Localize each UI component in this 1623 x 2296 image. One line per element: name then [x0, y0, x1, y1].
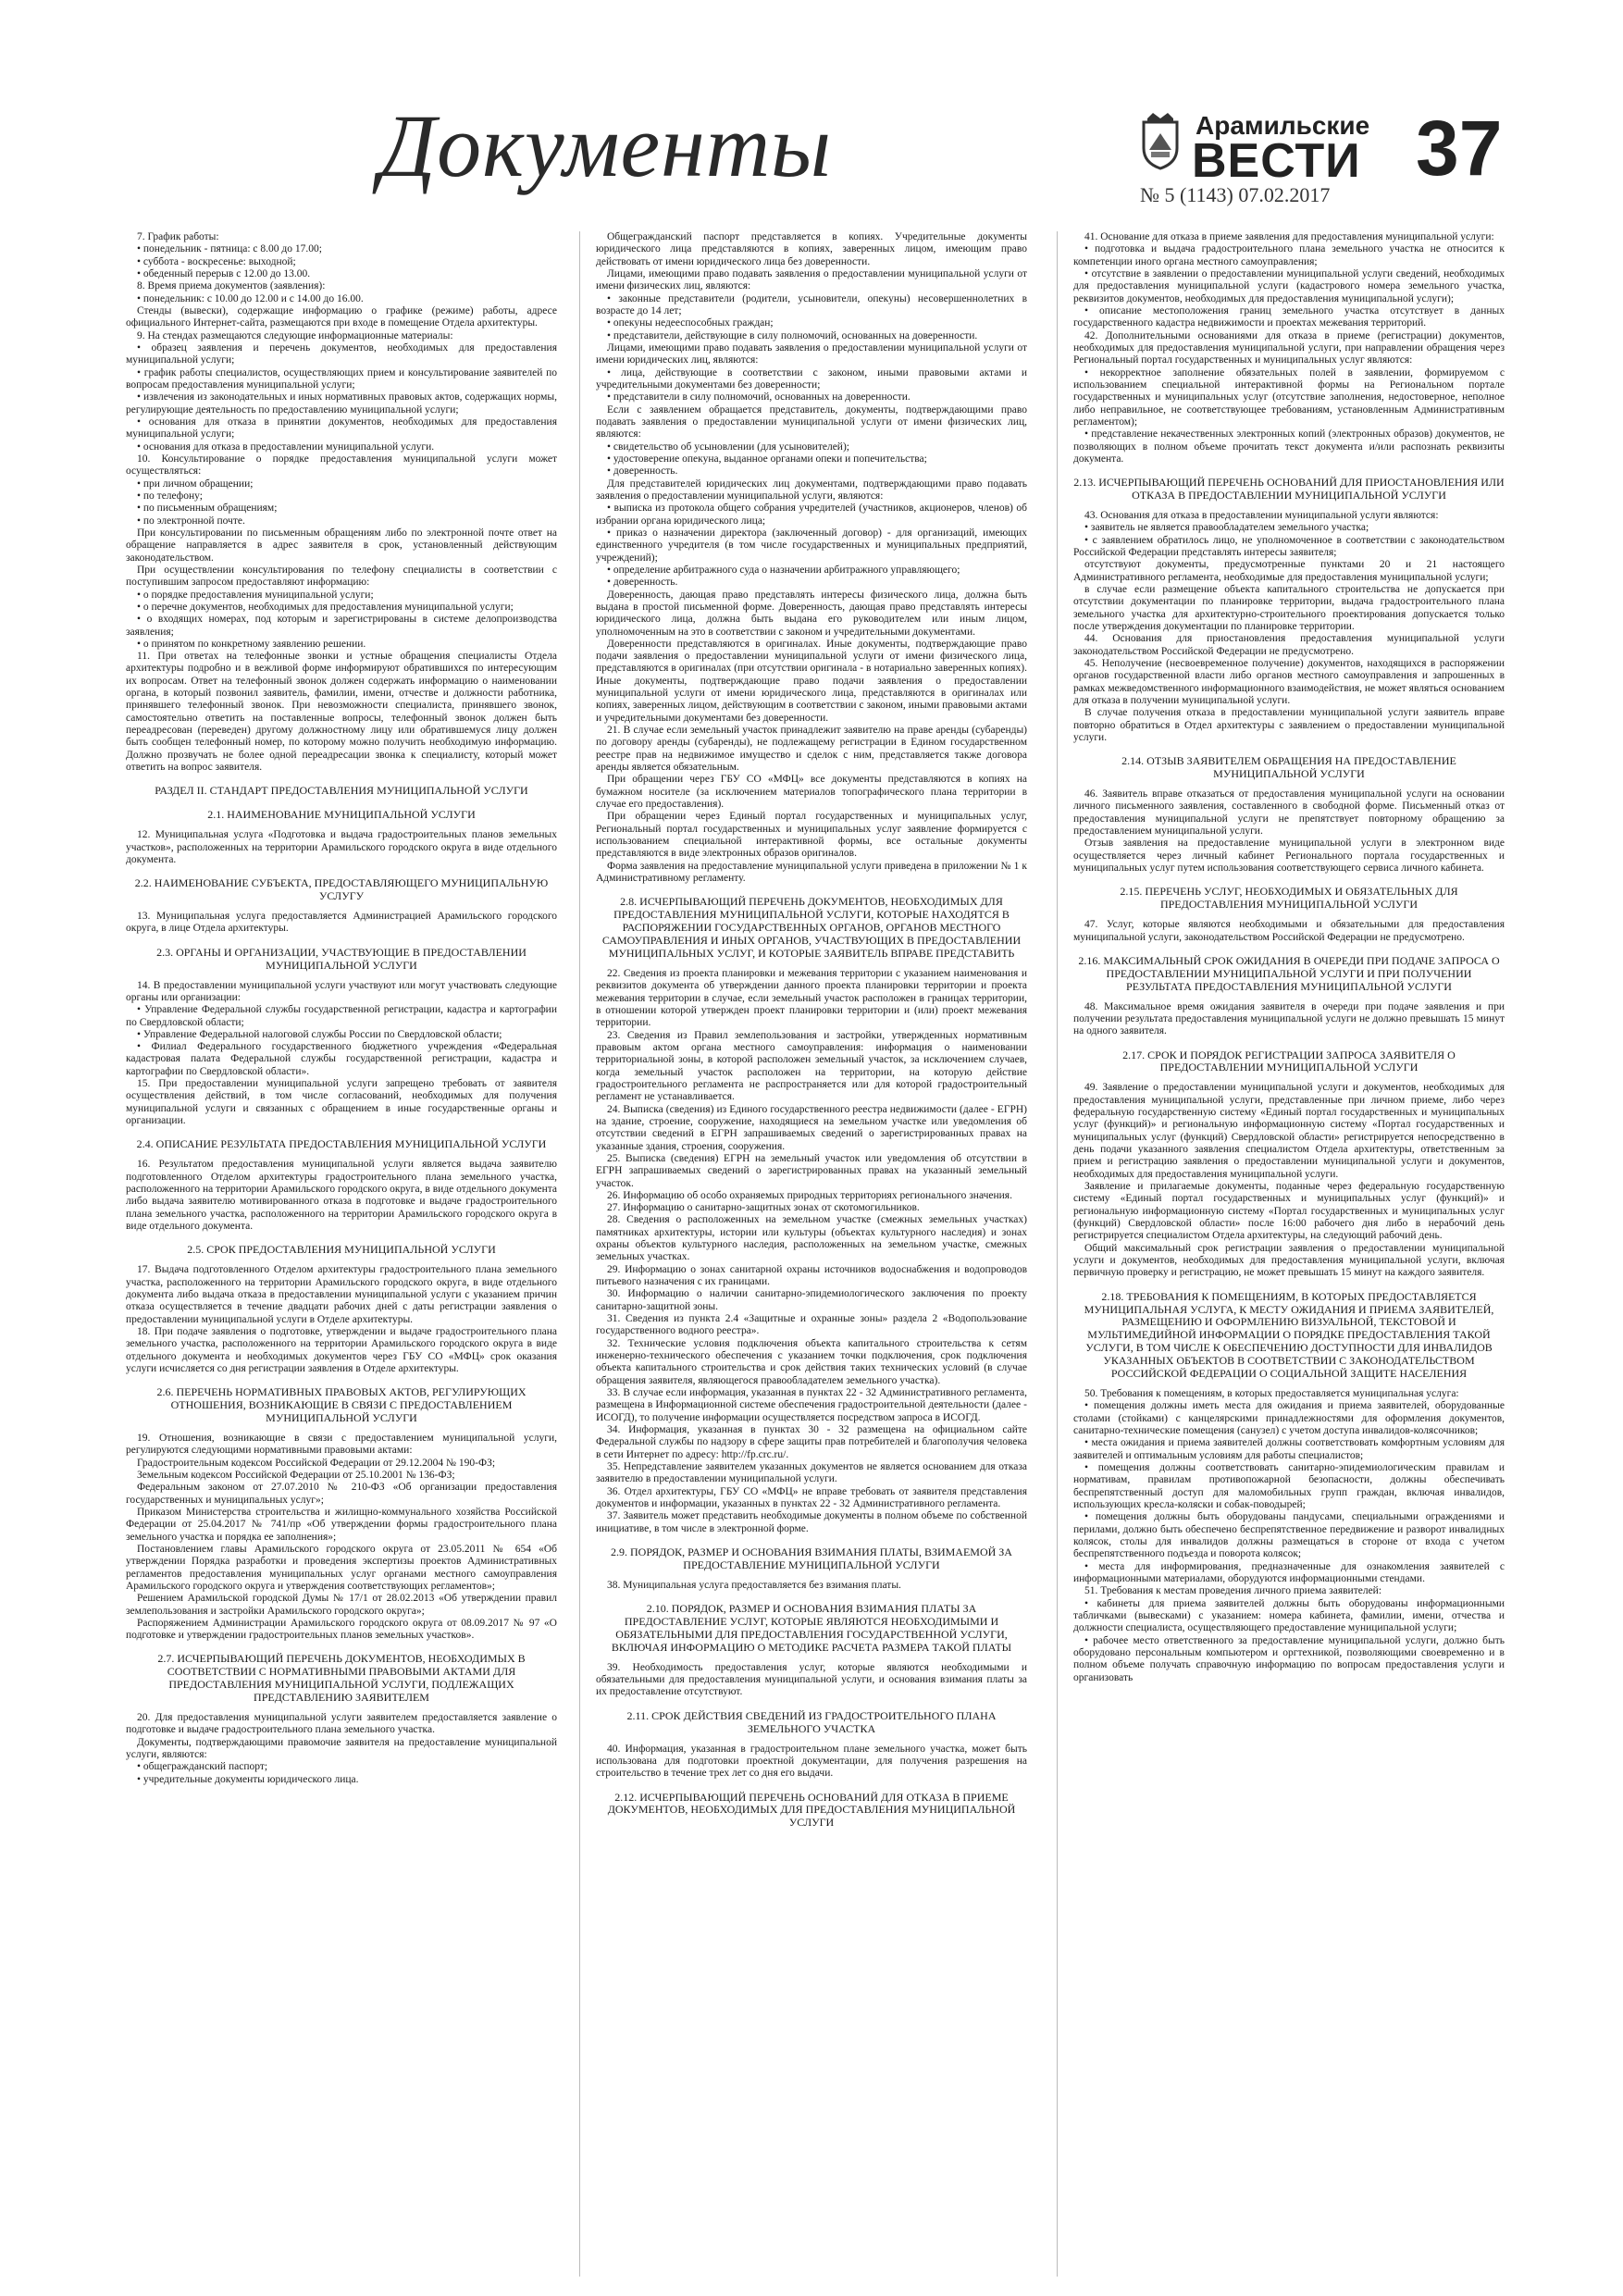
- paragraph: • рабочее место ответственного за предоставление муниципальной услуги, должно быть оборудовано персональным компьютером и оргтехникой, позволяющими своевременно и в полном объеме получать справочную информацию по вопросам предоставления услуги и организовать: [1073, 1634, 1505, 1683]
- paragraph: 27. Информацию о санитарно-защитных зонах от скотомогильников.: [607, 1202, 920, 1214]
- paragraph: • основания для отказа в предоставлении муниципальной услуги.: [137, 441, 435, 453]
- newspaper-logo: [1138, 109, 1370, 188]
- paragraph: 23. Сведения из Правил землепользования и застройки, утвержденных нормативным правовым актом органа местного самоуправления: информация о наименовании территориальной зоны, в которой расположен земельный участок, за исключением случаев, когда земельный участок расположен на территории, на которую действие градостроительного регламента не распространяется или для которой градостроительный регламент не устанавливается.: [596, 1029, 1027, 1103]
- paragraph: 31. Сведения из пункта 2.4 «Защитные и охранные зоны» раздела 2 «Водопользование государственного водного реестра».: [596, 1313, 1027, 1337]
- paragraph: 42. Дополнительными основаниями для отказа в приеме (регистрации) документов, необходимых для предоставления муниципальной услуги, при направлении обращения через Региональный портал государственных и муниципальных услуг являются:: [1073, 329, 1505, 366]
- paragraph: Если с заявлением обращается представитель, документы, подтверждающими право подавать заявления о предоставлении муниципальной услуги от имени физических лиц, являются:: [596, 403, 1027, 441]
- paragraph: Федеральным законом от 27.07.2010 № 210-ФЗ «Об организации предоставления государственных и муниципальных услуг»;: [126, 1482, 557, 1506]
- paragraph: 16. Результатом предоставления муниципальной услуги является выдача заявителю подготовленного Отделом архитектуры градостроительного плана земельного участка, расположенного на территории Арамильского городского округа, в виде отдельного документа либо выдача заявителю мотивированного отказа в подготовке и выдаче градостроительного плана земельного участка, расположенного на территории Арамильского городского округа в виде отдельного документа.: [126, 1159, 557, 1232]
- paragraph: Доверенность, дающая право представлять интересы физического лица, должна быть выдана в простой письменной форме. Доверенность, дающая право представлять интересы юридического лица, должна быть выдана его руководителем или иным лицом, уполномоченным на это в соответствии с законом и учредительными документами.: [596, 589, 1027, 638]
- paragraph: • обеденный перерыв с 12.00 до 13.00.: [137, 267, 311, 279]
- paragraph: • Филиал Федерального государственного бюджетного учреждения «Федеральная кадастровая палата Федеральной службы государственной регистрации, кадастра и картографии по Свердловской области».: [126, 1041, 557, 1077]
- paragraph: 13. Муниципальная услуга предоставляется Администрацией Арамильского городского округа, в лице Отдела архитектуры.: [126, 911, 557, 935]
- paragraph: • о входящих номерах, под которым и зарегистрированы в системе делопроизводства заявления;: [126, 614, 557, 638]
- paragraph: • помещения должны быть оборудованы пандусами, специальными ограждениями и перилами, должно быть обеспечено беспрепятственное передвижение и разворот инвалидных колясок, столы для инвалидов должны размещаться в стороне от входа с учетом беспрепятственного подъезда и поворота колясок;: [1073, 1511, 1505, 1560]
- text-column-1: [126, 231, 557, 2277]
- section-heading: 2.10. ПОРЯДОК, РАЗМЕР И ОСНОВАНИЯ ВЗИМАНИЯ ПЛАТЫ ЗА ПРЕДОСТАВЛЕНИЕ УСЛУГ, КОТОРЫЕ ЯВЛЯЮТСЯ НЕОБХОДИМЫМИ И ОБЯЗАТЕЛЬНЫМИ ДЛЯ ПРЕДОСТАВЛЕНИЯ ГОСУДАРСТВЕННОЙ УСЛУГИ, ВКЛЮЧАЯ ИНФОРМАЦИЮ О МЕТОДИКЕ РАСЧЕТА РАЗМЕРА ТАКОЙ ПЛАТЫ: [611, 1602, 1012, 1654]
- paragraph: • представители, действующие в силу полномочий, основанных на доверенности.: [607, 329, 978, 341]
- paragraph: 11. При ответах на телефонные звонки и устные обращения специалисты Отдела архитектуры подробно и в вежливой форме информируют обратившихся по интересующим их вопросам. Ответ на телефонный звонок должен содержать информацию о наименовании органа, в который позвонил заявитель, фамилии, имени, отчестве и должности работника, принявшего телефонный звонок. При невозможности специалиста, принявшего звонок, самостоятельно ответить на поставленные вопросы, телефонный звонок должен быть переадресован (переведен) другому должностному лицу или обратившемуся лицу должен быть сообщен телефонный номер, по которому можно получить необходимую информацию. Должно прозвучать не более одной переадресации звонка к специалисту, который может ответить на вопрос заявителя.: [126, 651, 557, 774]
- paragraph: 19. Отношения, возникающие в связи с предоставлением муниципальной услуги, регулируются следующими нормативными правовыми актами:: [126, 1432, 557, 1457]
- paragraph: 39. Необходимость предоставления услуг, которые являются необходимыми и обязательными для предоставления муниципальной услуги, и основания взимания платы за их предоставление отсутствуют.: [596, 1661, 1027, 1698]
- paragraph: • опекуны недееспособных граждан;: [607, 317, 774, 329]
- paragraph: • общегражданский паспорт;: [137, 1761, 268, 1773]
- section-heading: 2.9. ПОРЯДОК, РАЗМЕР И ОСНОВАНИЯ ВЗИМАНИЯ ПЛАТЫ, ВЗИМАЕМОЙ ЗА ПРЕДОСТАВЛЕНИЕ МУНИЦИПАЛЬНОЙ УСЛУГИ: [611, 1545, 1012, 1571]
- paragraph: 41. Основание для отказа в приеме заявления для предоставления муниципальной услуги:: [1084, 231, 1494, 242]
- paragraph: 21. В случае если земельный участок принадлежит заявителю на праве аренды (субаренды) по договору аренды (субаренды), не подлежащему регистрации в Едином государственном реестре прав на недвижимое имущество и сделок с ним, представляется также договора аренды является обязательным.: [596, 725, 1027, 774]
- text-column-2: [596, 231, 1027, 2277]
- paragraph: • по телефону;: [137, 490, 203, 502]
- paragraph: • учредительные документы юридического лица.: [137, 1773, 359, 1785]
- paragraph: 17. Выдача подготовленного Отделом архитектуры градостроительного плана земельного участка, расположенного на территории Арамильского городского округа, в виде отдельного документа либо выдача отказа в предоставлении муниципальной услуги с указанием причин отказа осуществляется в течение двадцати рабочих дней с даты регистрации заявления о предоставлении муниципальной услуги в Отделе архитектуры.: [126, 1264, 557, 1325]
- paragraph: 18. При подаче заявления о подготовке, утверждении и выдаче градостроительного плана земельного участка, расположенного на территории Арамильского городского округа в виде отдельного документа и необходимых документов через ГБУ СО «МФЦ» срок оказания услуги исчисляется со дня регистрации заявления в Отделе архитектуры.: [126, 1325, 557, 1374]
- paragraph: 48. Максимальное время ожидания заявителя в очереди при подаче заявления и при получении результата предоставления муниципальной услуги не должно превышать 15 минут на одного заявителя.: [1073, 1000, 1505, 1037]
- section-heading: РАЗДЕЛ II. СТАНДАРТ ПРЕДОСТАВЛЕНИЯ МУНИЦИПАЛЬНОЙ УСЛУГИ: [155, 784, 528, 798]
- paragraph: • некорректное заполнение обязательных полей в заявлении, формируемом с использованием специальной интерактивной формы на Региональном портале государственных и муниципальных услуг (отсутствие заполнения, недостоверное, неполное либо неправильное, не соответствующее требованиям, установленным Административным регламентом);: [1073, 366, 1505, 428]
- paragraph: • доверенность.: [607, 465, 678, 478]
- paragraph: Форма заявления на предоставление муниципальной услуги приведена в приложении № 1 к Административному регламенту.: [596, 860, 1027, 885]
- paragraph: 34. Информация, указанная в пунктах 30 - 32 размещена на официальном сайте Федеральной службы по надзору в сфере защиты прав потребителей и благополучия человека в сети Интернет по адресу: http://fp.crc.ru/.: [596, 1424, 1027, 1460]
- paragraph: Градостроительным кодексом Российской Федерации от 29.12.2004 № 190-ФЗ;: [137, 1457, 496, 1469]
- paragraph: • Управление Федеральной налоговой службы России по Свердловской области;: [137, 1028, 502, 1040]
- section-heading: 2.18. ТРЕБОВАНИЯ К ПОМЕЩЕНИЯМ, В КОТОРЫХ ПРЕДОСТАВЛЯЕТСЯ МУНИЦИПАЛЬНАЯ УСЛУГА, К МЕСТУ ОЖИДАНИЯ И ПРИЕМА ЗАЯВИТЕЛЕЙ, РАЗМЕЩЕНИЮ И ОФОРМЛЕНИЮ ВИЗУАЛЬНОЙ, ТЕКСТОВОЙ И МУЛЬТИМЕДИЙНОЙ ИНФОРМАЦИИ О ПОРЯДКЕ ПРЕДОСТАВЛЕНИЯ ТАКОЙ УСЛУГИ, В ТОМ ЧИСЛЕ К ОБЕСПЕЧЕНИЮ ДОСТУПНОСТИ ДЛЯ ИНВАЛИДОВ УКАЗАННЫХ ОБЪЕКТОВ В СООТВЕТСТВИИ С ЗАКОНОДАТЕЛЬСТВОМ РОССИЙСКОЙ ФЕДЕРАЦИИ О СОЦИАЛЬНОЙ ЗАЩИТЕ НАСЕЛЕНИЯ: [1084, 1289, 1494, 1381]
- paragraph: • Управление Федеральной службы государственной регистрации, кадастра и картографии по Свердловской области;: [126, 1004, 557, 1028]
- section-heading: 2.7. ИСЧЕРПЫВАЮЩИЙ ПЕРЕЧЕНЬ ДОКУМЕНТОВ, НЕОБХОДИМЫХ В СООТВЕТСТВИИ С НОРМАТИВНЫМИ ПРАВОВЫМИ АКТАМИ ДЛЯ ПРЕДОСТАВЛЕНИЯ МУНИЦИПАЛЬНОЙ УСЛУГИ, ПОДЛЕЖАЩИХ ПРЕДСТАВЛЕНИЮ ЗАЯВИТЕЛЕМ: [157, 1652, 526, 1705]
- paragraph: 33. В случае если информация, указанная в пунктах 22 - 32 Административного регламента, размещена в Информационной системе обеспечения градостроительной деятельности (далее - ИСОГД), то получение информации осуществляется посредством запроса в ИСОГД.: [596, 1387, 1027, 1423]
- paragraph: 29. Информацию о зонах санитарной охраны источников водоснабжения и водопроводов питьевого назначения с их границами.: [596, 1263, 1027, 1288]
- section-heading: 2.15. ПЕРЕЧЕНЬ УСЛУГ, НЕОБХОДИМЫХ И ОБЯЗАТЕЛЬНЫХ ДЛЯ ПРЕДОСТАВЛЕНИЯ МУНИЦИПАЛЬНОЙ УСЛУГИ: [1120, 885, 1458, 912]
- paragraph: Общегражданский паспорт представляется в копиях. Учредительные документы юридического лица представляются в копиях, заверенных лицом, имеющим право действовать от имени юридического лица без доверенности.: [596, 231, 1027, 267]
- paragraph: • понедельник: с 10.00 до 12.00 и с 14.00 до 16.00.: [137, 292, 364, 304]
- paragraph: 14. В предоставлении муниципальной услуги участвуют или могут участвовать следующие органы или организации:: [126, 979, 557, 1003]
- paragraph: 37. Заявитель может представить необходимые документы в полном объеме по собственной инициативе, в том числе в электронной форме.: [596, 1510, 1027, 1534]
- paragraph: 43. Основания для отказа в предоставлении муниципальной услуги являются:: [1084, 510, 1439, 522]
- paragraph: Решением Арамильской городской Думы № 17/1 от 28.02.2013 «Об утверждении правил землепользования и застройки Арамильского городского округа»;: [126, 1593, 557, 1617]
- crest-icon: [1138, 113, 1183, 170]
- paragraph: 51. Требования к местам проведения личного приема заявителей:: [1084, 1585, 1382, 1597]
- paragraph: • описание местоположения границ земельного участка отсутствует в данных государственного кадастра недвижимости и проектах межевания территорий.: [1073, 304, 1505, 329]
- paragraph: Лицами, имеющими право подавать заявления о предоставлении муниципальной услуги от имени юридических лиц, являются:: [596, 341, 1027, 366]
- paragraph: 32. Технические условия подключения объекта капитального строительства к сетям инженерно-технического обеспечения с указанием точки подключения, срок подключения объекта капитального строительства и срок действия таких технических условий (в случае обращения заявителя, являющегося правообладателем земельного участка).: [596, 1337, 1027, 1386]
- paragraph: • кабинеты для приема заявителей должны быть оборудованы информационными табличками (вывесками) с указанием: номера кабинета, фамилии, имени, отчества и должности специалиста, осуществляющего предоставление муниципальной услуги;: [1073, 1597, 1505, 1634]
- section-heading: 2.8. ИСЧЕРПЫВАЮЩИЙ ПЕРЕЧЕНЬ ДОКУМЕНТОВ, НЕОБХОДИМЫХ ДЛЯ ПРЕДОСТАВЛЕНИЯ МУНИЦИПАЛЬНОЙ УСЛУГИ, КОТОРЫЕ НАХОДЯТСЯ В РАСПОРЯЖЕНИИ ГОСУДАРСТВЕННЫХ ОРГАНОВ, ОРГАНОВ МЕСТНОГО САМОУПРАВЛЕНИЯ И ИНЫХ ОРГАНОВ, УЧАСТВУЮЩИХ В ПРЕДОСТАВЛЕНИИ МУНИЦИПАЛЬНЫХ УСЛУГ, И КОТОРЫЕ ЗАЯВИТЕЛЬ ВПРАВЕ ПРЕДСТАВИТЬ: [601, 895, 1022, 961]
- paragraph: • о перечне документов, необходимых для предоставления муниципальной услуги;: [137, 601, 514, 613]
- section-heading: 2.6. ПЕРЕЧЕНЬ НОРМАТИВНЫХ ПРАВОВЫХ АКТОВ, РЕГУЛИРУЮЩИХ ОТНОШЕНИЯ, ВОЗНИКАЮЩИЕ В СВЯЗИ С ПРЕДОСТАВЛЕНИЕМ МУНИЦИПАЛЬНОЙ УСЛУГИ: [156, 1385, 527, 1424]
- paragraph: 25. Выписка (сведения) ЕГРН на земельный участок или уведомления об отсутствии в ЕГРН запрашиваемых сведений о зарегистрированных правах на указанный земельный участок.: [596, 1152, 1027, 1189]
- paragraph: • удостоверение опекуна, выданное органами опеки и попечительства;: [607, 453, 927, 465]
- paragraph: 26. Информацию об особо охраняемых природных территориях регионального значения.: [607, 1189, 1012, 1201]
- paragraph: При консультировании по письменным обращениям либо по электронной почте ответ на обращение направляется в адрес заявителя в срок, установленный действующим законодательством.: [126, 527, 557, 564]
- section-heading: 2.3. ОРГАНЫ И ОРГАНИЗАЦИИ, УЧАСТВУЮЩИЕ В ПРЕДОСТАВЛЕНИИ МУНИЦИПАЛЬНОЙ УСЛУГИ: [156, 945, 527, 972]
- paragraph: 44. Основания для приостановления предоставления муниципальной услуги законодательством Российской Федерации не предусмотрено.: [1073, 633, 1505, 657]
- paragraph: • образец заявления и перечень документов, необходимых для предоставления муниципальной услуги;: [126, 341, 557, 366]
- paragraph: Общий максимальный срок регистрации заявления о предоставлении муниципальной услуги и документов, необходимых для предоставления муниципальной услуги, включая первичную проверку и регистрацию, не может превышать 15 минут на каждого заявителя.: [1073, 1242, 1505, 1279]
- paragraph: • о принятом по конкретному заявлению решении.: [137, 638, 366, 650]
- paragraph: В случае получения отказа в предоставлении муниципальной услуги заявитель вправе повторно обратиться в Отдел архитектуры с заявлением о предоставлении муниципальной услуги.: [1073, 707, 1505, 743]
- paragraph: • отсутствие в заявлении о предоставлении муниципальной услуги сведений, необходимых для предоставления муниципальной услуги (кадастрового номера земельного участка, реквизитов документов, необходимых для предоставления муниципальной услуги);: [1073, 267, 1505, 304]
- paragraph: Постановлением главы Арамильского городского округа от 23.05.2011 № 654 «Об утверждении Порядка разработки и проведения экспертизы проектов Административных регламентов предоставления муниципальных услуг органами местного самоуправления Арамильского городского округа и утверждения соответствующих регламентов»;: [126, 1543, 557, 1592]
- paragraph: 45. Неполучение (несвоевременное получение) документов, находящихся в распоряжении органов государственной власти либо органов местного самоуправления и запрошенных в рамках межведомственного информационного взаимодействия, не может являться основанием для отказа в получении муниципальной услуги.: [1073, 657, 1505, 706]
- paragraph: 7. График работы:: [137, 231, 219, 242]
- section-title: Документы: [379, 96, 833, 195]
- paragraph: • суббота - воскресенье: выходной;: [137, 255, 296, 267]
- paragraph: Приказом Министерства строительства и жилищно-коммунального хозяйства Российской Федерации от 25.04.2017 № 741/пр «Об утверждении формы градостроительного плана земельного участка и порядка ее заполнения»;: [126, 1506, 557, 1543]
- paragraph: 28. Сведения о расположенных на земельном участке (смежных земельных участках) памятниках архитектуры, истории или культуры (объектах культурного наследия) и зонах охраны объектов культурного наследия, расположенных на земельном участке, смежных земельных участках.: [596, 1214, 1027, 1263]
- paragraph: • места ожидания и приема заявителей должны соответствовать комфортным условиям для заявителей и оптимальным условиям для работы специалистов;: [1073, 1437, 1505, 1461]
- section-heading: 2.17. СРОК И ПОРЯДОК РЕГИСТРАЦИИ ЗАПРОСА ЗАЯВИТЕЛЯ О ПРЕДОСТАВЛЕНИИ МУНИЦИПАЛЬНОЙ УСЛУГИ: [1122, 1048, 1456, 1074]
- paragraph: • помещения должны соответствовать санитарно-эпидемиологическим правилам и нормативам, правилам противопожарной безопасности, должны обеспечивать беспрепятственный доступ для маломобильных групп граждан, включая инвалидов, использующих кресла-коляски и собак-поводырей;: [1073, 1461, 1505, 1510]
- paragraph: Заявление и прилагаемые документы, поданные через федеральную государственную систему «Единый портал государственных и муниципальных услуг (функций)» и региональную информационную систему «Портал государственных и муниципальных услуг (функций) Свердловской области» после 16:00 рабочего дня либо в нерабочий день регистрируется специалистом Отдела архитектуры, на следующий рабочий день.: [1073, 1181, 1505, 1242]
- section-heading: 2.11. СРОК ДЕЙСТВИЯ СВЕДЕНИЙ ИЗ ГРАДОСТРОИТЕЛЬНОГО ПЛАНА ЗЕМЕЛЬНОГО УЧАСТКА: [626, 1708, 997, 1735]
- paragraph: 24. Выписка (сведения) из Единого государственного реестра недвижимости (далее - ЕГРН) на здание, строение, сооружение, находящиеся на земельном участке или уведомления об отсутствии сведений в ЕГРН запрашиваемых сведений о зарегистрированных правах на указанные здания, строения, сооружения.: [596, 1103, 1027, 1152]
- paragraph: Распоряжением Администрации Арамильского городского округа от 08.09.2017 № 97 «О подготовке и утверждении градостроительных планов земельных участков».: [126, 1617, 557, 1642]
- paragraph: • основания для отказа в принятии документов, необходимых для предоставления муниципальной услуги;: [126, 416, 557, 441]
- paragraph: в случае если размещение объекта капитального строительства не допускается при отсутствии документации по планировке территории, выдача градостроительного плана земельного участка для архитектурно-строительного проектирования допускается только после утверждения документации по планировке территории.: [1073, 584, 1505, 632]
- logo-paper-name: ВЕСТИ: [1192, 134, 1361, 188]
- paragraph: • помещения должны иметь места для ожидания и приема заявителей, оборудованные столами (стойками) с канцелярскими принадлежностями для оформления документов, санитарно-технические помещения (санузел) с учетом доступа инвалидов-колясочников;: [1073, 1400, 1505, 1436]
- section-heading: 2.13. ИСЧЕРПЫВАЮЩИЙ ПЕРЕЧЕНЬ ОСНОВАНИЙ ДЛЯ ПРИОСТАНОВЛЕНИЯ ИЛИ ОТКАЗА В ПРЕДОСТАВЛЕНИИ МУНИЦИПАЛЬНОЙ УСЛУГИ: [1073, 476, 1505, 503]
- paragraph: • подготовка и выдача градостроительного плана земельного участка не относится к компетенции иного органа местного самоуправления;: [1073, 243, 1505, 267]
- paragraph: При обращении через ГБУ СО «МФЦ» все документы представляются в копиях на бумажном носителе (за исключением материалов топографического плана территории в случае его предоставления).: [596, 774, 1027, 811]
- paragraph: Отзыв заявления на предоставление муниципальной услуги в электронном виде осуществляется через личный кабинет Регионального портала государственных и муниципальных услуг путем использования соответствующего сервиса личного кабинета.: [1073, 838, 1505, 875]
- paragraph: 22. Сведения из проекта планировки и межевания территории с указанием наименования и реквизитов документа об утверждении данного проекта планировки территории и проекта межевания территории в случае, если земельный участок расположен в границах территории, в отношении которой утвержден проект планировки территории и (или) проект межевания территории.: [596, 967, 1027, 1029]
- section-heading: 2.14. ОТЗЫВ ЗАЯВИТЕЛЕМ ОБРАЩЕНИЯ НА ПРЕДОСТАВЛЕНИЕ МУНИЦИПАЛЬНОЙ УСЛУГИ: [1121, 754, 1456, 781]
- paragraph: • законные представители (родители, усыновители, опекуны) несовершеннолетних в возрасте до 14 лет;: [596, 292, 1027, 316]
- paragraph: При обращении через Единый портал государственных и муниципальных услуг, Региональный портал государственных и муниципальных услуг заявление формируется с использованием специальной интерактивной формы, все остальные документы представляются в виде электронных образов оригиналов.: [596, 811, 1027, 860]
- paragraph: • доверенность.: [607, 577, 678, 589]
- page-number: 37: [1416, 105, 1503, 192]
- paragraph: • выписка из протокола общего собрания учредителей (участников, акционеров, членов) об избрании органа юридического лица;: [596, 503, 1027, 527]
- paragraph: 36. Отдел архитектуры, ГБУ СО «МФЦ» не вправе требовать от заявителя представления документов и информации, указанных в пунктах 22 - 32 Административного регламента.: [596, 1485, 1027, 1510]
- logo-town-name: Арамильские: [1196, 111, 1370, 140]
- paragraph: При осуществлении консультирования по телефону специалисты в соответствии с поступившим запросом предоставляют информацию:: [126, 564, 557, 589]
- article-body: [126, 231, 1505, 2277]
- paragraph: • представители в силу полномочий, основанных на доверенности.: [607, 391, 911, 403]
- paragraph: Документы, подтверждающими правомочие заявителя на предоставление муниципальной услуги, являются:: [126, 1736, 557, 1761]
- paragraph: 30. Информацию о наличии санитарно-эпидемиологического заключения по проекту санитарно-защитной зоны.: [596, 1288, 1027, 1312]
- paragraph: 50. Требования к помещениям, в которых предоставляется муниципальная услуга:: [1084, 1387, 1459, 1399]
- issue-number-date: № 5 (1143) 07.02.2017: [1140, 183, 1331, 206]
- paragraph: • свидетельство об усыновлении (для усыновителей);: [607, 441, 849, 453]
- page-header: [0, 0, 1623, 231]
- paragraph: • о порядке предоставления муниципальной услуги;: [137, 589, 374, 601]
- paragraph: 8. Время приема документов (заявления):: [137, 280, 326, 292]
- paragraph: Лицами, имеющими право подавать заявления о предоставлении муниципальной услуги от имени физических лиц, являются:: [596, 267, 1027, 292]
- paragraph: 12. Муниципальная услуга «Подготовка и выдача градостроительных планов земельных участков», расположенных на территории Арамильского городского округа в виде отдельного документа.: [126, 829, 557, 865]
- section-heading: 2.16. МАКСИМАЛЬНЫЙ СРОК ОЖИДАНИЯ В ОЧЕРЕДИ ПРИ ПОДАЧЕ ЗАПРОСА О ПРЕДОСТАВЛЕНИИ МУНИЦИПАЛЬНОЙ УСЛУГИ И ПРИ ПОЛУЧЕНИИ РЕЗУЛЬТАТА ПРЕДОСТАВЛЕНИЯ МУНИЦИПАЛЬНОЙ УСЛУГИ: [1078, 953, 1500, 993]
- section-heading: 2.5. СРОК ПРЕДОСТАВЛЕНИЯ МУНИЦИПАЛЬНОЙ УСЛУГИ: [187, 1243, 496, 1257]
- paragraph: 15. При предоставлении муниципальной услуги запрещено требовать от заявителя осуществления действий, в том числе согласований, необходимых для получения муниципальной услуги и связанных с обращением в иные государственные органы и организации.: [126, 1078, 557, 1127]
- paragraph: • извлечения из законодательных и иных нормативных правовых актов, содержащих нормы, регулирующие деятельность по предоставлению муниципальной услуги;: [126, 391, 557, 416]
- paragraph: 47. Услуг, которые являются необходимыми и обязательными для предоставления муниципальной услуги, законодательством Российской Федерации не предусмотрено.: [1073, 919, 1505, 943]
- paragraph: • определение арбитражного суда о назначении арбитражного управляющего;: [607, 564, 960, 576]
- paragraph: • места для информирования, предназначенные для ознакомления заявителей с информационными материалами, оборудуются информационными стендами.: [1073, 1560, 1505, 1584]
- paragraph: 40. Информация, указанная в градостроительном плане земельного участка, может быть использована для подготовки проектной документации, для получения разрешения на строительство в течение трех лет со дня его выдачи.: [596, 1743, 1027, 1780]
- paragraph: Стенды (вывески), содержащие информацию о графике (режиме) работы, адресе официального Интернет-сайта, размещаются при входе в помещение Отдела архитектуры.: [126, 304, 557, 329]
- paragraph: • заявитель не является правообладателем земельного участка;: [1084, 522, 1369, 534]
- paragraph: Доверенности представляются в оригиналах. Иные документы, подтверждающие право подачи заявления о предоставлении муниципальной услуги от имени физического лица, представляются в оригиналах (при отсутствии оригинала - в нотариально заверенных копиях). Иные документы, подтверждающие право подачи заявления о предоставлении муниципальной услуги от имени юридического лица, представляются в оригиналах или копиях, заверенных лицом, действующим в соответствии с законом, иными правовыми актами и учредительными документами без доверенности.: [596, 638, 1027, 724]
- section-heading: 2.4. ОПИСАНИЕ РЕЗУЛЬТАТА ПРЕДОСТАВЛЕНИЯ МУНИЦИПАЛЬНОЙ УСЛУГИ: [136, 1137, 547, 1151]
- paragraph: отсутствуют документы, предусмотренные пунктами 20 и 21 настоящего Административного регламента, необходимые для предоставления муниципальной услуги;: [1073, 559, 1505, 583]
- paragraph: • с заявлением обратилось лицо, не уполномоченное в соответствии с законодательством Российской Федерации представлять интересы заявителя;: [1073, 534, 1505, 559]
- section-heading: 2.1. НАИМЕНОВАНИЕ МУНИЦИПАЛЬНОЙ УСЛУГИ: [207, 808, 476, 822]
- text-column-3: [1073, 231, 1505, 2277]
- paragraph: Для представителей юридических лиц документами, подтверждающими право подавать заявления о предоставлении муниципальной услуги, являются:: [596, 478, 1027, 502]
- paragraph: • по письменным обращениям;: [137, 503, 278, 515]
- section-heading: 2.2. НАИМЕНОВАНИЕ СУБЪЕКТА, ПРЕДОСТАВЛЯЮЩЕГО МУНИЦИПАЛЬНУЮ УСЛУГУ: [134, 876, 549, 903]
- paragraph: 9. На стендах размещаются следующие информационные материалы:: [137, 329, 453, 341]
- paragraph: • понедельник - пятница: с 8.00 до 17.00;: [137, 243, 322, 255]
- paragraph: • представление некачественных электронных копий (электронных образов) документов, не позволяющих в полном объеме прочитать текст документа и/или распознать реквизиты документа.: [1073, 428, 1505, 465]
- paragraph: • по электронной почте.: [137, 515, 245, 527]
- paragraph: • график работы специалистов, осуществляющих прием и консультирование заявителей по вопросам предоставления муниципальной услуги;: [126, 366, 557, 391]
- paragraph: 35. Непредставление заявителем указанных документов не является основанием для отказа заявителю в предоставлении муниципальной услуги.: [596, 1461, 1027, 1485]
- paragraph: • при личном обращении;: [137, 478, 254, 490]
- paragraph: 10. Консультирование о порядке предоставления муниципальной услуги может осуществляться:: [126, 453, 557, 478]
- paragraph: • приказ о назначении директора (заключенный договор) - для организаций, имеющих единственного учредителя (в том числе государственных и муниципальных предприятий, учреждений);: [596, 527, 1027, 564]
- paragraph: 38. Муниципальная услуга предоставляется без взимания платы.: [607, 1579, 901, 1591]
- paragraph: • лица, действующие в соответствии с законом, иными правовыми актами и учредительными документами без доверенности;: [596, 366, 1027, 391]
- paragraph: Земельным кодексом Российской Федерации от 25.10.2001 № 136-ФЗ;: [137, 1469, 455, 1481]
- paragraph: 49. Заявление о предоставлении муниципальной услуги и документов, необходимых для предоставления муниципальной услуги, представленные при личном приеме, либо через федеральную государственную систему «Единый портал государственных и муниципальных услуг (функций)» и региональную информационную систему «Портал государственных и муниципальных услуг (функций) Свердловской области» регистрируется непосредственно в день подачи указанного заявления специалистом Отдела архитектуры, ответственным за прием и регистрацию заявления о предоставлении муниципальной услуги и документов, необходимых для предоставления муниципальной услуги.: [1073, 1082, 1505, 1180]
- section-heading: 2.12. ИСЧЕРПЫВАЮЩИЙ ПЕРЕЧЕНЬ ОСНОВАНИЙ ДЛЯ ОТКАЗА В ПРИЕМЕ ДОКУМЕНТОВ, НЕОБХОДИМЫХ ДЛЯ ПРЕДОСТАВЛЕНИЯ МУНИЦИПАЛЬНОЙ УСЛУГИ: [607, 1790, 1016, 1830]
- paragraph: 46. Заявитель вправе отказаться от предоставления муниципальной услуги на основании личного письменного заявления, составленного в свободной форме. Письменный отказ от предоставления муниципальной услуги не препятствует повторному обращению за предоставлением муниципальной услуги.: [1073, 788, 1505, 838]
- paragraph: 20. Для предоставления муниципальной услуги заявителем предоставляется заявление о подготовке и выдаче градостроительного плана земельного участка.: [126, 1712, 557, 1736]
